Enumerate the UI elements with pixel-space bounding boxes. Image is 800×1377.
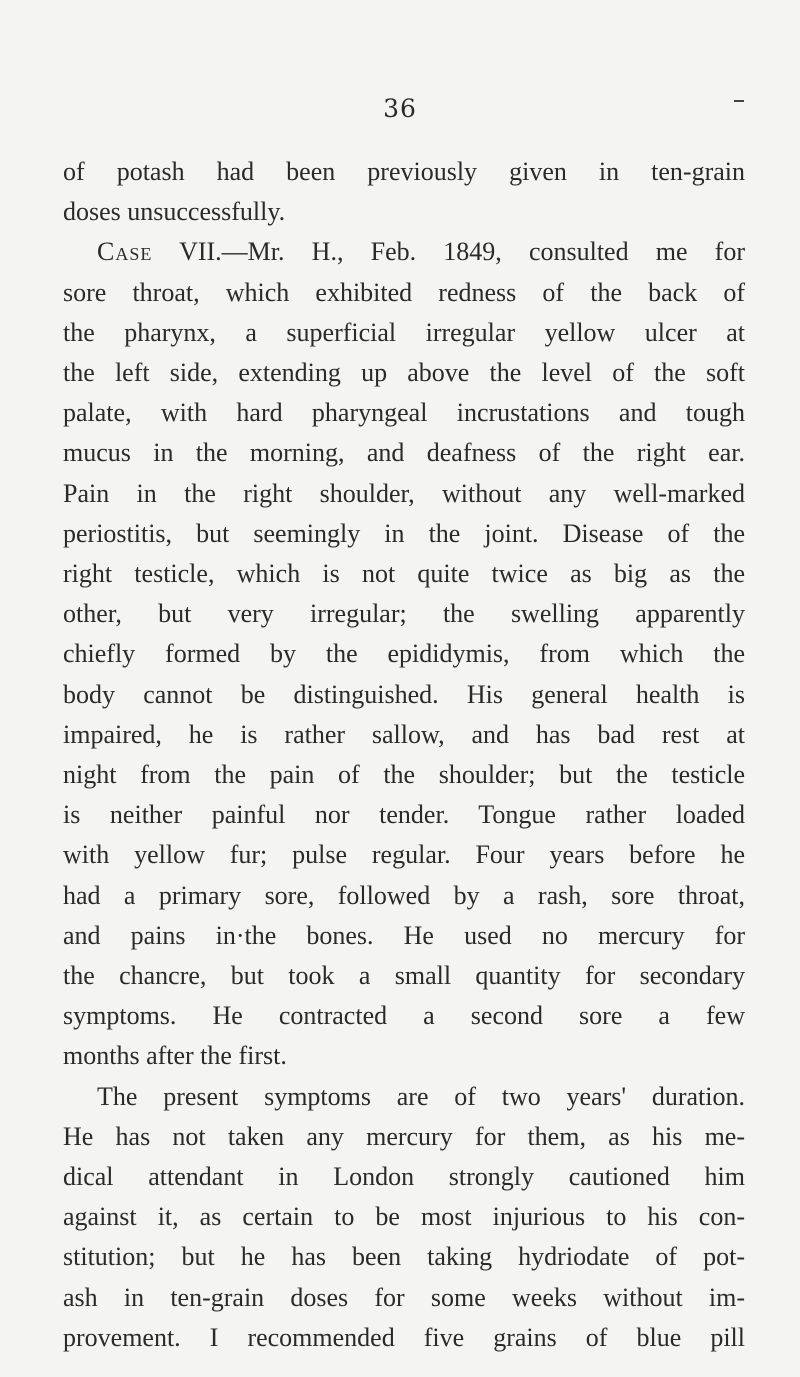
text-line: mucus in the morning, and deafness of the right ear.	[63, 438, 745, 468]
text-line: provement. I recommended five grains of blue pill	[63, 1322, 745, 1352]
text-line: and pains in·the bones. He used no mercury for	[63, 920, 745, 950]
case-label: Case	[97, 237, 153, 267]
text-line: had a primary sore, followed by a rash, sore throat,	[63, 880, 745, 910]
text-line: chiefly formed by the epididymis, from which the	[63, 639, 745, 669]
text-line: ash in ten-grain doses for some weeks without im-	[63, 1282, 745, 1312]
text-line: right testicle, which is not quite twice as big as the	[63, 559, 745, 589]
text-line: symptoms. He contracted a second sore a few	[63, 1001, 745, 1031]
text-line: palate, with hard pharyngeal incrustations and tough	[63, 398, 745, 428]
text-line: other, but very irregular; the swelling apparently	[63, 599, 745, 629]
text-line: VII.—Mr. H., Feb. 1849, consulted me for	[179, 237, 746, 267]
text-line: stitution; but he has been taking hydriodate of pot-	[63, 1242, 745, 1272]
text-line: months after the first.	[63, 1041, 287, 1071]
text-line: night from the pain of the shoulder; but the testicle	[63, 760, 745, 790]
text-line: impaired, he is rather sallow, and has bad rest at	[63, 719, 745, 749]
text-line: The present symptoms are of two years' duration.	[97, 1081, 745, 1111]
margin-mark	[734, 100, 744, 102]
text-line: of potash had been previously given in ten-grain	[63, 157, 745, 186]
text-line: against it, as certain to be most injurious to his con-	[63, 1202, 745, 1232]
text-line: sore throat, which exhibited redness of the back of	[63, 277, 745, 307]
text-line: He has not taken any mercury for them, as his me-	[63, 1121, 745, 1151]
text-line: the pharynx, a superficial irregular yellow ulcer at	[63, 317, 745, 347]
text-line: doses unsuccessfully.	[63, 197, 286, 227]
text-line: is neither painful nor tender. Tongue rather loaded	[63, 800, 745, 830]
text-line: dical attendant in London strongly cautioned him	[63, 1162, 745, 1192]
case-heading-line	[63, 232, 745, 272]
text-line: the chancre, but took a small quantity for secondary	[63, 961, 745, 991]
text-line: with yellow fur; pulse regular. Four years before he	[63, 840, 745, 870]
page-number: 36	[383, 94, 417, 123]
text-line: Pain in the right shoulder, without any well-marked	[63, 478, 745, 508]
text-line: periostitis, but seemingly in the joint. Disease of the	[63, 518, 745, 548]
body-text	[63, 152, 745, 1358]
text-line: body cannot be distinguished. His general health is	[63, 679, 745, 709]
text-line: the left side, extending up above the level of the soft	[63, 358, 745, 388]
